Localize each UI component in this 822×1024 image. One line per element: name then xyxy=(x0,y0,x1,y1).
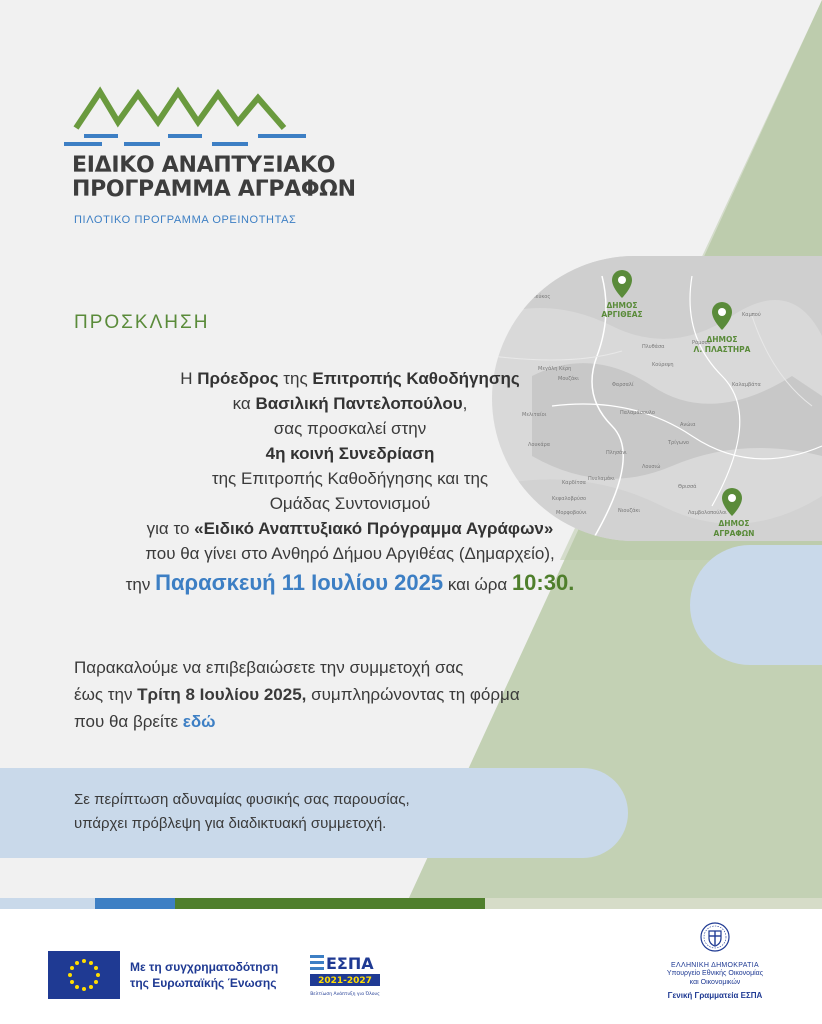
program-logo xyxy=(62,82,362,226)
marker-label-line1: ΔΗΜΟΣ xyxy=(606,301,638,310)
text-bold: Επιτροπής Καθοδήγησης xyxy=(312,369,520,388)
marker-label-line2: ΑΓΡΑΦΩΝ xyxy=(713,529,755,538)
espa-years: 2021-2027 xyxy=(318,976,372,986)
espa-logo xyxy=(308,949,384,1001)
map-place-label: Ράμσον xyxy=(692,340,711,346)
map-place-label: Καλαμβάτα xyxy=(732,382,761,388)
logo-title-line1: ΕΙΔΙΚΟ ΑΝΑΠΤΥΞΙΑΚΟ xyxy=(72,153,336,178)
text-span: που θα βρείτε xyxy=(74,712,183,731)
greek-emblem-icon xyxy=(698,921,732,953)
map-place-label: Καμπού xyxy=(742,312,761,318)
eu-cofunding-text xyxy=(130,959,278,991)
text-span: κα xyxy=(232,394,256,413)
map-place-label: Ανώια xyxy=(680,422,696,428)
marker-label-line2: ΑΡΓΙΘΕΑΣ xyxy=(601,310,643,319)
gr-secretariat: Γενική Γραμματεία ΕΣΠΑ xyxy=(667,991,763,1000)
map-place-label: Μουζάκι xyxy=(558,376,579,382)
rsvp-line: Παρακαλούμε να επιβεβαιώσετε την συμμετοχή σας xyxy=(74,658,464,677)
map-place-label: Κούρεψη xyxy=(652,362,674,368)
map-place-label: Πνυλαμάκι xyxy=(588,476,615,482)
text-span: της xyxy=(278,369,313,388)
map-place-label: Πεύκος xyxy=(532,294,551,300)
map-place-label: Μορφοβούνι xyxy=(556,510,587,516)
text-span: έως την xyxy=(74,685,138,704)
body-line xyxy=(60,366,640,391)
map-place-label: Λαμβολοπούλοι xyxy=(688,510,727,516)
text-bold: Βασιλική Παντελοπούλου xyxy=(255,394,463,413)
text-span: , xyxy=(462,394,468,413)
espa-title: ΕΣΠΑ xyxy=(326,954,374,973)
text-span: συμπληρώνοντας τη φόρμα xyxy=(306,685,520,704)
marker-label-line2: Λ. ΠΛΑΣΤΗΡΑ xyxy=(693,345,751,354)
date-line xyxy=(60,566,640,602)
map-place-label: Καρδίτσα xyxy=(562,480,586,486)
map-place-label: Παλαμάσουλο xyxy=(620,410,655,416)
greek-ministry-logo xyxy=(640,921,790,1000)
body-line: της Επιτροπής Καθοδήγησης και της xyxy=(211,469,489,488)
gr-ministry-line1: Υπουργείο Εθνικής Οικονομίας xyxy=(666,970,764,977)
text-bold: Πρόεδρος xyxy=(197,369,279,388)
marker-label-line1: ΔΗΜΟΣ xyxy=(718,519,750,528)
map-place-label: Πλυθάσα xyxy=(642,344,665,350)
note-line: Σε περίπτωση αδυναμίας φυσικής σας παρουσίας, xyxy=(74,791,410,808)
stripe-sage xyxy=(485,898,822,909)
stripe-light-blue xyxy=(0,898,95,909)
text-span: και ώρα xyxy=(443,575,512,594)
body-line: σας προσκαλεί στην xyxy=(273,419,427,438)
stripe-blue xyxy=(95,898,175,909)
text-bold: «Ειδικό Αναπτυξιακό Πρόγραμμα Αγράφων» xyxy=(194,519,554,538)
logo-subtitle: ΠΙΛΟΤΙΚΟ ΠΡΟΓΡΑΜΜΑ ΟΡΕΙΝΟΤΗΤΑΣ xyxy=(74,214,297,226)
map-place-label: Νιουζάκι xyxy=(618,508,641,514)
stripe-green xyxy=(175,898,485,909)
body-line: Ομάδας Συντονισμού xyxy=(269,494,431,513)
gr-republic: ΕΛΛΗΝΙΚΗ ΔΗΜΟΚΡΑΤΙΑ xyxy=(671,962,759,969)
body-line xyxy=(60,516,640,541)
map-place-label: Πλησάνι xyxy=(606,450,627,456)
eu-flag-icon xyxy=(48,951,120,999)
text-span: Η xyxy=(180,369,198,388)
note-line: υπάρχει πρόβλεψη για διαδικτυακή συμμετοχή. xyxy=(74,815,387,832)
map-place-label: Κεφαλοβρύσο xyxy=(552,496,587,502)
text-span: την xyxy=(125,575,156,594)
logo-title-line2: ΠΡΟΓΡΑΜΜΑ ΑΓΡΑΦΩΝ xyxy=(72,177,356,202)
text-bold: 4η κοινή Συνεδρίαση xyxy=(265,444,435,463)
online-note-text xyxy=(74,788,410,836)
rsvp-line xyxy=(74,708,520,735)
rsvp-deadline: Τρίτη 8 Ιουλίου 2025, xyxy=(137,685,307,704)
marker-label-line1: ΔΗΜΟΣ xyxy=(706,335,738,344)
map-place-label: Τρίγωνο xyxy=(668,440,689,446)
gr-ministry-line2: και Οικονομικών xyxy=(689,979,741,986)
body-line: που θα γίνει στο Ανθηρό Δήμου Αργιθέας (Δημαρχείο), xyxy=(145,544,555,563)
espa-tagline: Βελτίωση Ανάπτυξη για Όλους xyxy=(310,992,380,997)
map-place-label: Φαρσαλί xyxy=(612,382,634,388)
rsvp-line xyxy=(74,681,520,708)
map-place-label: Μελιταίοι xyxy=(522,412,547,418)
invitation-heading: ΠΡΟΣΚΛΗΣΗ xyxy=(74,312,210,333)
mountain-logo-icon xyxy=(62,82,312,148)
rsvp-text xyxy=(74,654,520,735)
body-line xyxy=(60,391,640,416)
meeting-time: 10:30. xyxy=(511,570,575,595)
text-span: για το xyxy=(146,519,195,538)
logo-title xyxy=(72,154,362,202)
invitation-body xyxy=(60,366,640,602)
meeting-date: Παρασκευή 11 Ιουλίου 2025 xyxy=(155,570,444,595)
map-place-label: Λουσιώ xyxy=(642,464,661,470)
rsvp-form-link[interactable]: εδώ xyxy=(182,712,216,731)
footer xyxy=(0,909,822,1024)
eu-text-line: της Ευρωπαϊκής Ένωσης xyxy=(130,976,277,990)
light-blue-pill-right xyxy=(690,545,822,665)
map-place-label: Μεγάλη Κέρη xyxy=(538,366,572,372)
eu-text-line: Με τη συγχρηματοδότηση xyxy=(130,960,279,974)
map-place-label: Λουκάρα xyxy=(528,442,551,448)
body-line xyxy=(60,441,640,466)
map-place-label: Θρισσά xyxy=(678,484,697,490)
